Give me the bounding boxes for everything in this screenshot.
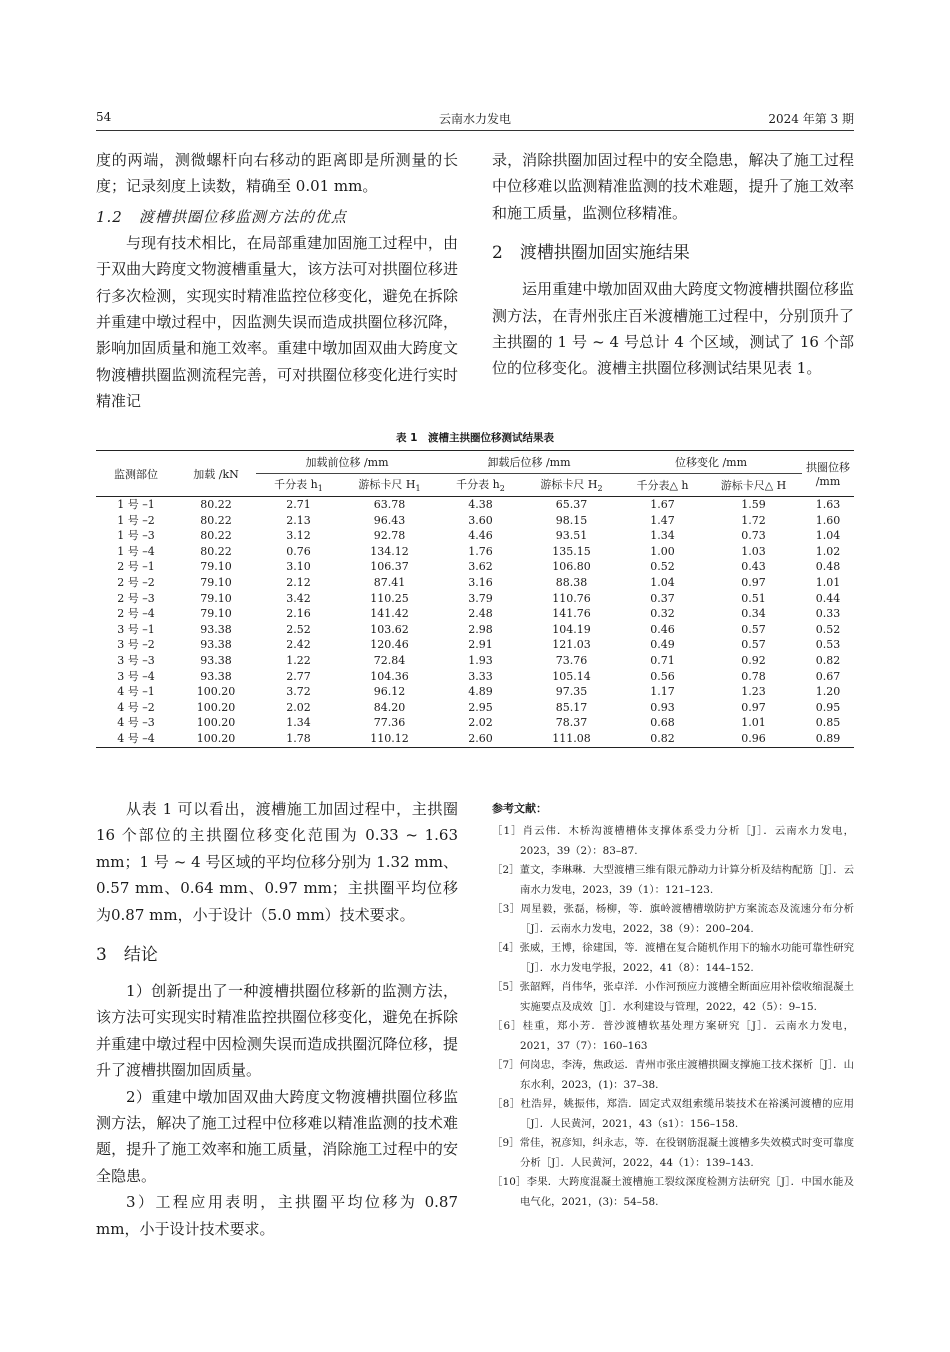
cell-dial-change: 0.56 [650, 669, 675, 683]
cell-dial-change: 0.68 [650, 716, 675, 730]
cell-load: 93.38 [200, 653, 232, 667]
cell-dial-before: 2.71 [286, 498, 311, 511]
page-number: 54 [96, 110, 112, 124]
cell-arch-displacement: 0.85 [815, 716, 841, 730]
cell-vernier-change: 0.96 [741, 731, 766, 745]
cell-dial-change: 1.17 [650, 685, 675, 699]
header-location: 监测部位 [114, 467, 158, 481]
reference-item: ［6］桂重，郑小芳．普沙渡槽软基处理方案研究［J］．云南水力发电，2021，37（7）：160–163 [492, 1020, 854, 1052]
cell-vernier-change: 0.43 [741, 560, 766, 574]
page-header [96, 110, 854, 130]
cell-arch-displacement: 0.89 [815, 731, 841, 745]
references-title: 参考文献： [492, 802, 547, 815]
right-column-top [492, 147, 854, 382]
cell-dial-before: 3.12 [286, 529, 311, 543]
cell-dial-after: 2.98 [468, 622, 493, 636]
cell-dial-change: 0.93 [650, 700, 675, 714]
cell-vernier-after: 78.37 [555, 716, 588, 730]
cell-location: 1 号 –4 [117, 544, 155, 558]
cell-vernier-change: 1.01 [741, 716, 766, 730]
reference-item: ［10］李果．大跨度混凝土渡槽施工裂纹深度检测方法研究［J］．中国水能及电气化，2021，(3)：54–58. [492, 1176, 854, 1208]
cell-dial-after: 3.60 [468, 513, 493, 527]
cell-dial-before: 3.10 [286, 560, 311, 574]
cell-location: 3 号 –4 [117, 669, 155, 683]
cell-load: 80.22 [200, 544, 232, 558]
cell-dial-after: 2.95 [468, 700, 493, 714]
table-row [96, 575, 854, 591]
header-after-group: 卸载后位移 /mm [438, 451, 620, 474]
cell-load: 79.10 [200, 591, 232, 605]
cell-vernier-change: 0.92 [741, 653, 766, 667]
cell-load: 100.20 [196, 731, 236, 745]
cell-vernier-after: 93.51 [555, 529, 588, 543]
header-vernier-before: 游标卡尺 $H_1$ [358, 478, 421, 494]
cell-dial-after: 2.60 [468, 731, 493, 745]
cell-vernier-after: 88.38 [555, 575, 588, 589]
cell-arch-displacement: 0.53 [815, 638, 841, 652]
section-2-title: 2 渡槽拱圈加固实施结果 [492, 243, 690, 264]
cell-dial-before: 3.72 [286, 685, 311, 699]
reference-item: ［3］周星毅，张磊，杨柳，等．旗岭渡槽槽墩防护方案流态及流速分布分析［J］．云南水力发电，2022，38（9）：200–204. [492, 903, 854, 935]
header-dial-change: 千分表△ h [636, 479, 689, 492]
cell-dial-before: 2.16 [286, 607, 311, 621]
reference-item: ［9］常佳，祝彦知，纠永志，等．在役钢筋混凝土渡槽多失效模式时变可靠度分析［J］．人民黄河，2022，44（1）：139–143. [492, 1137, 854, 1169]
cell-load: 100.20 [196, 700, 236, 714]
cell-vernier-before: 84.20 [373, 700, 406, 714]
cell-arch-displacement: 0.48 [815, 560, 841, 574]
cell-location: 3 号 –1 [117, 622, 155, 636]
cell-dial-after: 2.48 [468, 607, 493, 621]
cell-location: 2 号 –2 [117, 575, 155, 589]
cell-arch-displacement: 0.95 [815, 700, 841, 714]
cell-dial-change: 0.37 [650, 591, 675, 605]
cell-dial-change: 0.52 [650, 560, 675, 574]
cell-load: 80.22 [200, 513, 232, 527]
table-row [96, 622, 854, 638]
references [492, 800, 854, 1212]
cell-dial-after: 4.38 [468, 498, 493, 511]
cell-vernier-after: 110.76 [552, 591, 591, 605]
reference-item: ［7］何岗忠，李涛，焦政运．青州市张庄渡槽拱圈支撑施工技术探析［J］．山东水利，2023，(1)：37–38. [492, 1059, 854, 1091]
reference-item: ［5］张韶辉，肖伟华，张卓洋．小作河预应力渡槽全断面应用补偿收缩混凝土实施要点及成效［J］．水利建设与管理，2022，42（5）：9–15. [492, 981, 854, 1013]
cell-dial-before: 2.52 [286, 622, 311, 636]
cell-arch-displacement: 0.82 [815, 653, 841, 667]
cell-vernier-before: 110.25 [370, 591, 409, 605]
reference-item: ［1］肖云伟．木桥沟渡槽槽体支撑体系受力分析［J］．云南水力发电，2023，39（2）：83–87. [492, 825, 854, 857]
issue-label: 2024 年第 3 期 [768, 112, 854, 126]
cell-vernier-change: 0.57 [741, 638, 766, 652]
cell-load: 93.38 [200, 622, 232, 636]
paragraph-continued: 度的两端，测微螺杆向右移动的距离即是所测量的长度；记录刻度上读数，精确至 0.01 mm。 [96, 151, 458, 196]
table-row [96, 715, 854, 731]
cell-load: 79.10 [200, 560, 232, 574]
cell-vernier-change: 1.72 [741, 513, 766, 527]
cell-location: 4 号 –1 [117, 685, 155, 699]
table-row [96, 731, 854, 747]
cell-dial-after: 4.89 [468, 685, 493, 699]
conclusion-1: 1）创新提出了一种渡槽拱圈位移新的监测方法，该方法可实现实时精准监控拱圈位移变化，避免在拆除并重建中墩过程中因检测失误而造成拱圈沉降位移，提升了渡槽拱圈加固质量。 [96, 982, 458, 1080]
left-column-bottom [96, 796, 458, 1242]
cell-load: 79.10 [200, 607, 232, 621]
table-row [96, 606, 854, 622]
table-row [96, 528, 854, 544]
cell-location: 1 号 –1 [117, 498, 155, 511]
journal-name: 云南水力发电 [438, 112, 511, 126]
header-arch: 拱圈位移 /mm [806, 461, 850, 488]
table-body [96, 497, 854, 748]
table-row [96, 513, 854, 529]
header-vernier-change: 游标卡尺△ H [720, 479, 787, 492]
table-row [96, 544, 854, 560]
cell-arch-displacement: 1.63 [815, 498, 841, 511]
cell-load: 100.20 [196, 685, 236, 699]
cell-vernier-change: 0.97 [741, 575, 766, 589]
cell-vernier-after: 73.76 [555, 653, 588, 667]
cell-arch-displacement: 0.52 [815, 622, 841, 636]
cell-dial-before: 2.42 [286, 638, 311, 652]
cell-dial-before: 2.12 [286, 575, 311, 589]
cell-vernier-before: 120.46 [370, 638, 409, 652]
table-row [96, 591, 854, 607]
cell-location: 4 号 –2 [117, 700, 155, 714]
cell-dial-before: 2.77 [286, 669, 311, 683]
cell-load: 80.22 [200, 529, 232, 543]
cell-dial-after: 1.76 [468, 544, 493, 558]
table-caption: 表 1 渡槽主拱圈位移测试结果表 [396, 432, 554, 444]
cell-vernier-after: 121.03 [552, 638, 591, 652]
cell-dial-change: 0.82 [650, 731, 675, 745]
cell-dial-before: 1.34 [286, 716, 311, 730]
cell-location: 2 号 –1 [117, 560, 155, 574]
cell-vernier-after: 65.37 [555, 498, 588, 511]
cell-arch-displacement: 1.04 [815, 529, 841, 543]
cell-vernier-before: 63.78 [373, 498, 406, 511]
cell-vernier-before: 110.12 [370, 731, 409, 745]
cell-vernier-change: 0.51 [741, 591, 766, 605]
cell-vernier-before: 87.41 [373, 575, 406, 589]
cell-vernier-before: 106.37 [370, 560, 409, 574]
cell-dial-after: 2.91 [468, 638, 493, 652]
cell-dial-after: 1.93 [468, 653, 493, 667]
header-before-group: 加载前位移 /mm [256, 451, 438, 474]
header-rule [96, 130, 854, 131]
cell-load: 79.10 [200, 575, 232, 589]
cell-dial-before: 1.78 [286, 731, 311, 745]
cell-dial-change: 0.71 [650, 653, 675, 667]
cell-dial-before: 1.22 [286, 653, 311, 667]
conclusion-2: 2）重建中墩加固双曲大跨度文物渡槽拱圈位移监测方法，解决了施工过程中位移难以精准监测的技术难题，提升了施工效率和施工质量，消除施工过程中的安全隐患。 [96, 1087, 458, 1185]
section-1-2-title: 1.2 渡槽拱圈位移监测方法的优点 [96, 207, 347, 226]
cell-vernier-after: 105.14 [552, 669, 591, 683]
header-dial-after: 千分表 $h_2$ [456, 478, 505, 494]
cell-location: 1 号 –3 [117, 529, 155, 543]
table-row [96, 700, 854, 716]
cell-dial-before: 3.42 [286, 591, 311, 605]
cell-dial-change: 1.67 [650, 498, 675, 511]
cell-dial-change: 1.00 [650, 544, 675, 558]
cell-vernier-after: 111.08 [552, 731, 591, 745]
cell-vernier-before: 103.62 [370, 622, 409, 636]
cell-location: 4 号 –4 [117, 731, 155, 745]
cell-dial-after: 3.16 [468, 575, 493, 589]
cell-arch-displacement: 1.60 [815, 513, 841, 527]
header-load: 加载 /kN [193, 467, 239, 481]
paragraph-table-analysis: 从表 1 可以看出，渡槽施工加固过程中，主拱圈 16 个部位的主拱圈位移变化范围为 0.33 ~ 1.63 mm；1 号 ~ 4 号区域的平均位移分别为 1.32 mm、0.57 mm、0.64 mm、0.97 mm；主拱圈平均位移为0.87 mm，小于设计（5.0 mm）技术要求。 [96, 800, 458, 924]
cell-location: 2 号 –4 [117, 607, 155, 621]
cell-vernier-change: 1.59 [741, 498, 766, 511]
cell-location: 1 号 –2 [117, 513, 155, 527]
cell-vernier-change: 0.73 [741, 529, 766, 543]
cell-vernier-before: 134.12 [370, 544, 409, 558]
cell-load: 93.38 [200, 638, 232, 652]
paragraph-advantages: 与现有技术相比，在局部重建加固施工过程中，由于双曲大跨度文物渡槽重量大，该方法可对拱圈位移进行多次检测，实现实时精准监控位移变化，避免在拆除并重建中墩过程中，因监测失误而造成拱圈位移沉降，影响加固质量和施工效率。重建中墩加固双曲大跨度文物渡槽拱圈监测流程完善，可对拱圈位移变化进行实时精准记 [96, 233, 458, 411]
cell-vernier-before: 96.43 [373, 513, 406, 527]
reference-item: ［2］董文，李琳琳．大型渡槽三维有限元静动力计算分析及结构配筋［J］．云南水力发电，2023，39（1）：121–123. [492, 864, 854, 896]
cell-vernier-change: 0.34 [741, 607, 766, 621]
cell-vernier-change: 0.57 [741, 622, 766, 636]
reference-item: ［8］杜浩昇，姚振伟，郑浩．固定式双组索缆吊装技术在裕溪河渡槽的应用［J］．人民黄河，2021，43（s1）：156–158. [492, 1098, 854, 1130]
cell-dial-change: 1.34 [650, 529, 675, 543]
table-row [96, 669, 854, 685]
cell-vernier-before: 141.42 [370, 607, 409, 621]
paragraph-continued-right: 录，消除拱圈加固过程中的安全隐患，解决了施工过程中位移难以监测精准监测的技术难题，提升了施工效率和施工质量，监测位移精准。 [492, 151, 854, 222]
cell-dial-after: 4.46 [468, 529, 493, 543]
cell-vernier-after: 106.80 [552, 560, 591, 574]
cell-dial-before: 0.76 [286, 544, 311, 558]
cell-arch-displacement: 1.02 [815, 544, 841, 558]
cell-vernier-after: 98.15 [555, 513, 588, 527]
cell-vernier-change: 0.78 [741, 669, 766, 683]
cell-dial-change: 1.04 [650, 575, 675, 589]
cell-dial-before: 2.02 [286, 700, 311, 714]
references-list [492, 822, 854, 1212]
cell-location: 4 号 –3 [117, 716, 155, 730]
conclusion-3: 3）工程应用表明，主拱圈平均位移为 0.87 mm，小于设计技术要求。 [96, 1193, 458, 1238]
header-dial-before: 千分表 $h_1$ [274, 478, 323, 494]
table-row [96, 637, 854, 653]
cell-location: 2 号 –3 [117, 591, 155, 605]
cell-vernier-change: 0.97 [741, 700, 766, 714]
table-block [96, 430, 854, 748]
left-column-top [96, 147, 458, 415]
header-change-group: 位移变化 /mm [620, 451, 802, 474]
header-vernier-after: 游标卡尺 $H_2$ [540, 478, 603, 494]
cell-vernier-after: 104.19 [552, 622, 591, 636]
table-row [96, 559, 854, 575]
cell-location: 3 号 –2 [117, 638, 155, 652]
cell-vernier-after: 141.76 [552, 607, 591, 621]
cell-load: 80.22 [200, 498, 232, 511]
cell-dial-before: 2.13 [286, 513, 311, 527]
cell-dial-change: 0.46 [650, 622, 675, 636]
cell-load: 100.20 [196, 716, 236, 730]
cell-dial-after: 3.33 [468, 669, 493, 683]
table-row [96, 497, 854, 513]
cell-vernier-after: 85.17 [555, 700, 588, 714]
cell-dial-after: 3.79 [468, 591, 493, 605]
paragraph-results: 运用重建中墩加固双曲大跨度文物渡槽拱圈位移监测方法，在青州张庄百米渡槽施工过程中，分别顶升了主拱圈的 1 号 ~ 4 号总计 4 个区域，测试了 16 个部位的位移变化。渡槽主拱圈位移测试结果见表 1。 [492, 280, 854, 378]
cell-vernier-before: 72.84 [373, 653, 406, 667]
cell-vernier-before: 96.12 [373, 685, 406, 699]
cell-arch-displacement: 0.44 [815, 591, 841, 605]
cell-arch-displacement: 0.33 [815, 607, 841, 621]
cell-dial-change: 0.32 [650, 607, 675, 621]
cell-vernier-before: 104.36 [370, 669, 409, 683]
cell-arch-displacement: 1.20 [815, 685, 841, 699]
cell-dial-change: 1.47 [650, 513, 675, 527]
cell-dial-after: 3.62 [468, 560, 493, 574]
table-row [96, 653, 854, 669]
cell-vernier-before: 77.36 [373, 716, 406, 730]
cell-load: 93.38 [200, 669, 232, 683]
cell-vernier-change: 1.03 [741, 544, 766, 558]
table-row [96, 684, 854, 700]
cell-dial-after: 2.02 [468, 716, 493, 730]
cell-dial-change: 0.49 [650, 638, 675, 652]
results-table [96, 450, 854, 748]
cell-arch-displacement: 0.67 [815, 669, 841, 683]
cell-vernier-after: 135.15 [552, 544, 591, 558]
cell-vernier-change: 1.23 [741, 685, 766, 699]
cell-location: 3 号 –3 [117, 653, 155, 667]
cell-vernier-after: 97.35 [555, 685, 588, 699]
cell-vernier-before: 92.78 [373, 529, 406, 543]
section-3-title: 3 结论 [96, 945, 158, 966]
cell-arch-displacement: 1.01 [815, 575, 841, 589]
reference-item: ［4］张威，王博，徐建国，等．渡槽在复合随机作用下的输水功能可靠性研究［J］．水力发电学报，2022，41（8）：144–152. [492, 942, 854, 974]
